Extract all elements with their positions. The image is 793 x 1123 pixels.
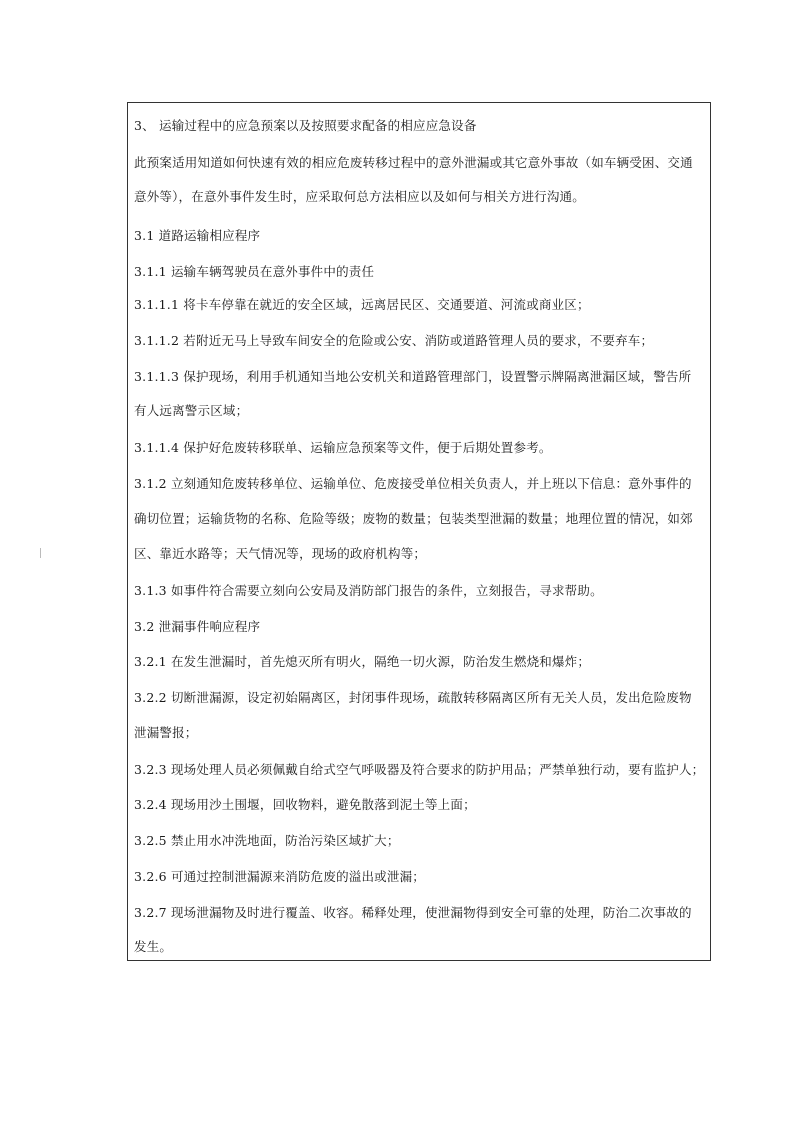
paragraph-line: 有人远离警示区域； bbox=[134, 403, 249, 418]
paragraph-line: 3.1.1.3 保护现场，利用手机通知当地公安机关和道路管理部门，设置警示牌隔离泄漏区域，警告所 bbox=[134, 369, 692, 384]
paragraph-line: 3.2.2 切断泄漏源，设定初始隔离区，封闭事件现场，疏散转移隔离区所有无关人员，发出危险废物 bbox=[134, 690, 692, 705]
paragraph-line: 3.2.3 现场处理人员必须佩戴自给式空气呼吸器及符合要求的防护用品；严禁单独行动，要有监护人； bbox=[134, 762, 705, 777]
paragraph-line: 3.2.1 在发生泄漏时，首先熄灭所有明火，隔绝一切火源，防治发生燃烧和爆炸； bbox=[134, 654, 591, 669]
paragraph-line: 3.1.3 如事件符合需要立刻向公安局及消防部门报告的条件，立刻报告，寻求帮助。 bbox=[134, 583, 603, 598]
paragraph-line: 3.2.7 现场泄漏物及时进行覆盖、收容。稀释处理，使泄漏物得到安全可靠的处理，防治二次事故的 bbox=[134, 905, 692, 920]
paragraph-line: 确切位置；运输货物的名称、危险等级；废物的数量；包装类型泄漏的数量；地理位置的情况，如郊 bbox=[134, 511, 693, 526]
paragraph-line: 区、靠近水路等；天气情况等，现场的政府机构等； bbox=[134, 546, 427, 561]
paragraph-line: 3.1.2 立刻通知危废转移单位、运输单位、危废接受单位相关负责人，并上班以下信息：意外事件的 bbox=[134, 476, 692, 491]
paragraph-line: 3.1.1.4 保护好危废转移联单、运输应急预案等文件，便于后期处置参考。 bbox=[134, 440, 552, 455]
scan-mark bbox=[40, 548, 41, 558]
paragraph-line: 意外等），在意外事件发生时，应采取何总方法相应以及如何与相关方进行沟通。 bbox=[134, 189, 585, 204]
subsection-heading: 3.1 道路运输相应程序 bbox=[134, 228, 261, 243]
subsection-heading: 3.1.1 运输车辆驾驶员在意外事件中的责任 bbox=[134, 264, 375, 279]
paragraph-line: 3.2.5 禁止用水冲洗地面，防治污染区域扩大； bbox=[134, 833, 400, 848]
paragraph-line: 3.2.4 现场用沙土围堰，回收物料，避免散落到泥土等上面； bbox=[134, 797, 476, 812]
paragraph-line: 此预案适用知道如何快速有效的相应危废转移过程中的意外泄漏或其它意外事故（如车辆受困、交通 bbox=[134, 155, 693, 170]
paragraph-line: 泄漏警报； bbox=[134, 725, 198, 740]
paragraph-line: 发生。 bbox=[134, 939, 173, 954]
paragraph-line: 3.1.1.1 将卡车停靠在就近的安全区域，远离居民区、交通要道、河流或商业区； bbox=[134, 297, 590, 312]
paragraph-line: 3.2.6 可通过控制泄漏源来消防危废的溢出或泄漏； bbox=[134, 869, 425, 884]
subsection-heading: 3.2 泄漏事件响应程序 bbox=[134, 619, 261, 634]
section-heading: 3、 运输过程中的应急预案以及按照要求配备的相应应急设备 bbox=[134, 118, 477, 133]
paragraph-line: 3.1.1.2 若附近无马上导致车间安全的危险或公安、消防或道路管理人员的要求，不要弃车； bbox=[134, 333, 654, 348]
